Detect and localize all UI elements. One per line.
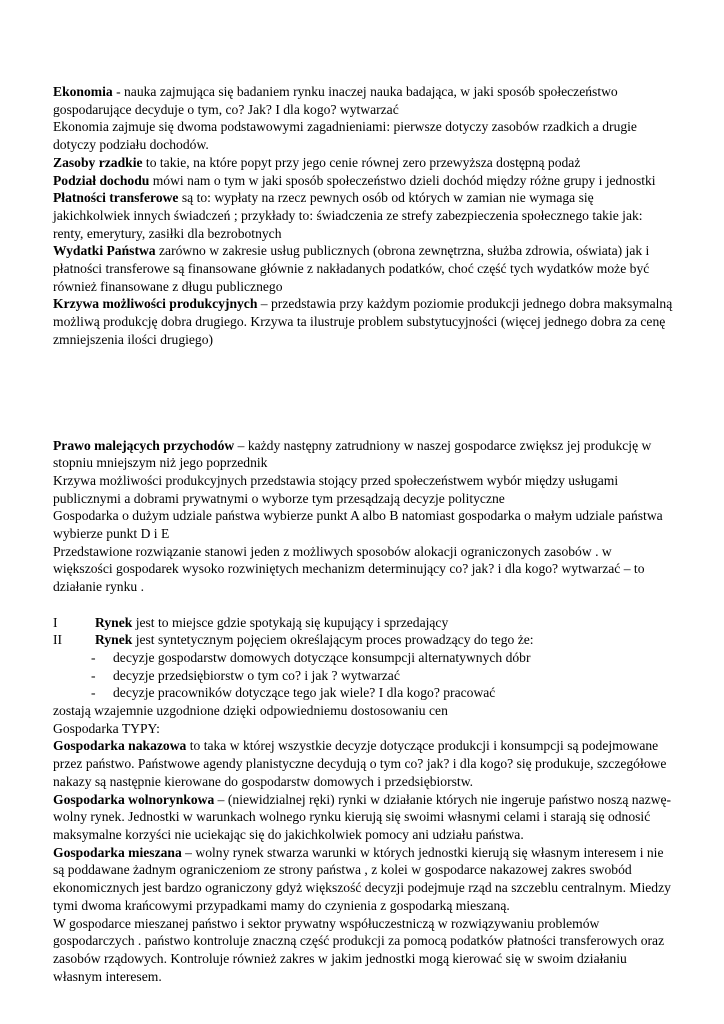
heading-gospodarka-typy: Gospodarka TYPY:: [53, 720, 160, 736]
paragraph-krzywa-wybor: Krzywa możliwości produkcyjnych przedstawia stojący przed społeczeństwem wybór między usługami publicznymi a dobrami prywatnymi o wyborze tym przesądzają decyzje polityczne: [53, 472, 619, 506]
list-text: Rynek jest syntetycznym pojęciem określającym proces prowadzący do tego że:: [95, 632, 534, 648]
definition-text: to taka w której wszystkie decyzje dotyczące produkcji i konsumpcji są podejmowane przez państwo. Państwowe agendy planistyczne decydują o tym co? jak? i dla kogo? się produkuje, szczegółowe nakazy są następnie kierowane do gospodarstw domowych i przedsiębiorstw.: [53, 738, 667, 789]
paragraph-ekonomia-zagadnienia: Ekonomia zajmuje się dwoma podstawowymi zagadnieniami: pierwsze dotyczy zasobów rzadkich a drugie dotyczy podziału dochodów.: [53, 119, 637, 153]
definition-text: – (niewidzialnej ręki) rynki w działanie których nie ingeruje państwo noszą nazwę- wolny rynek. Jednostki w warunkach wolnego rynku kierują się swoimi własnymi celami i starają się odnosić maksymalne korzyści nie uciekając się do jakichkolwiek pomocy ani udziału państwa.: [53, 791, 672, 842]
term: Gospodarka mieszana: [53, 844, 182, 860]
definition-text: są to: wypłaty na rzecz pewnych osób od których w zamian nie wymaga się jakichkolwiek innych świadczeń ; przykłady to: świadczenia ze strefy zabezpieczenia społecznego takie jak: renty, emerytury, zasiłki dla bezrobotnych: [53, 190, 643, 241]
definition-prawo-malejacych-przychodow: [53, 437, 673, 472]
definition-text: to takie, na które popyt przy jego cenie równej zero przewyższa dostępną podaż: [142, 154, 581, 170]
dash-text: decyzje gospodarstw domowych dotyczące konsumpcji alternatywnych dóbr: [113, 649, 531, 665]
dash-item-gospodarstwa: [53, 649, 673, 667]
term: Gospodarka nakazowa: [53, 738, 187, 754]
term: Płatności transferowe: [53, 190, 179, 206]
dash-text: decyzje pracowników dotyczące tego jak wiele? I dla kogo? pracować: [113, 685, 496, 701]
definition-gospodarka-mieszana: [53, 844, 673, 915]
list-item-rynek-1: [53, 614, 673, 632]
definition-text: – przedstawia przy każdym poziomie produkcji jednego dobra maksymalną możliwą produkcję dobra drugiego. Krzywa ta ilustruje problem substytucyjności (więcej jednego dobra za cenę zmniejszenia ilości drugiego): [53, 296, 673, 347]
document-page: [53, 83, 673, 985]
list-number: II: [53, 632, 63, 648]
list-item-rynek-2: [53, 631, 673, 649]
definition-platnosci-transferowe: [53, 189, 673, 242]
definition-zasoby-rzadkie: [53, 154, 673, 172]
term: Gospodarka wolnorynkowa: [53, 791, 215, 807]
term: Zasoby rzadkie: [53, 154, 143, 170]
term: Rynek: [95, 614, 133, 630]
term: Wydatki Państwa: [53, 243, 156, 259]
definition-text: mówi nam o tym w jaki sposób społeczeństwo dzieli dochód między różne grupy i jednostki: [149, 172, 656, 188]
paragraph-gospodarka-mieszana-panstwo: W gospodarce mieszanej państwo i sektor prywatny współuczestniczą w rozwiązywaniu problemów gospodarczych . państwo kontroluje znaczną część produkcji za pomocą podatków płatności transferowych oraz zasobów rządowych. Kontroluje również zakres w jakim jednostki mogą kierować się w swoim działaniu własnym interesem.: [53, 915, 665, 984]
dash-text: decyzje przedsiębiorstw o tym co? i jak ? wytwarzać: [113, 667, 400, 683]
definition-text: - nauka zajmująca się badaniem rynku inaczej nauka badająca, w jaki sposób społeczeństwo gospodarujące decyduje o tym, co? Jak? I dla kogo? wytwarzać: [53, 84, 618, 117]
dash-item-pracownicy: [53, 684, 673, 702]
dash-item-przedsiebiorstwa: [53, 667, 673, 685]
term: Krzywa możliwości produkcyjnych: [53, 296, 258, 312]
paragraph-uzgodnione: zostają wzajemnie uzgodnione dzięki odpowiedniemu dostosowaniu cen: [53, 703, 448, 719]
definition-gospodarka-wolnorynkowa: [53, 791, 673, 844]
term: Rynek: [95, 632, 133, 648]
definition-ekonomia: [53, 83, 673, 118]
dash-bullet: -: [91, 685, 96, 701]
definition-podzial-dochodu: [53, 172, 673, 190]
definition-gospodarka-nakazowa: [53, 737, 673, 790]
dash-bullet: -: [91, 649, 96, 665]
definition-krzywa-mozliwosci: [53, 295, 673, 348]
list-text: Rynek jest to miejsce gdzie spotykają się kupujący i sprzedający: [95, 614, 449, 630]
list-number: I: [53, 614, 58, 630]
definition-text: – każdy następny zatrudniony w naszej gospodarce zwiększ jej produkcję w stopniu mniejszym niż jego poprzednik: [53, 437, 652, 471]
definition-text: zarówno w zakresie usług publicznych (obrona zewnętrzna, służba zdrowia, oświata) jak i płatności transferowe są finansowane głównie z nakładanych podatków, choć część tych wydatków może być również finansowane z długu publicznego: [53, 243, 650, 294]
definition-wydatki-panstwa: [53, 242, 673, 295]
paragraph-alokacja-zasobow: Przedstawione rozwiązanie stanowi jeden z możliwych sposobów alokacji ograniczonych zasobów . w większości gospodarek wysoko rozwiniętych mechanizm determinujący co? jak? i dla kogo? wytwarzać – to działanie rynku .: [53, 543, 645, 595]
definition-text: – wolny rynek stwarza warunki w których jednostki kierują się własnym interesem i nie są poddawane żadnym ograniczeniom ze strony państwa , z kolei w gospodarce nakazowej zakres swobód ekonomicznych jest bardzo ograniczony gdyż większość decyzji podejmuje rząd na szczeblu centralnym. Miedzy tymi dwoma krańcowymi przypadkami mamy do czynienia z gospodarką mieszaną.: [53, 844, 671, 913]
paragraph-gospodarka-punkty: Gospodarka o dużym udziale państwa wybierze punkt A albo B natomiast gospodarka o małym udziale państwa wybierze punkt D i E: [53, 508, 663, 542]
term: Ekonomia: [53, 84, 113, 99]
term: Podział dochodu: [53, 172, 150, 188]
dash-bullet: -: [91, 667, 96, 683]
term: Prawo malejących przychodów: [53, 437, 235, 453]
